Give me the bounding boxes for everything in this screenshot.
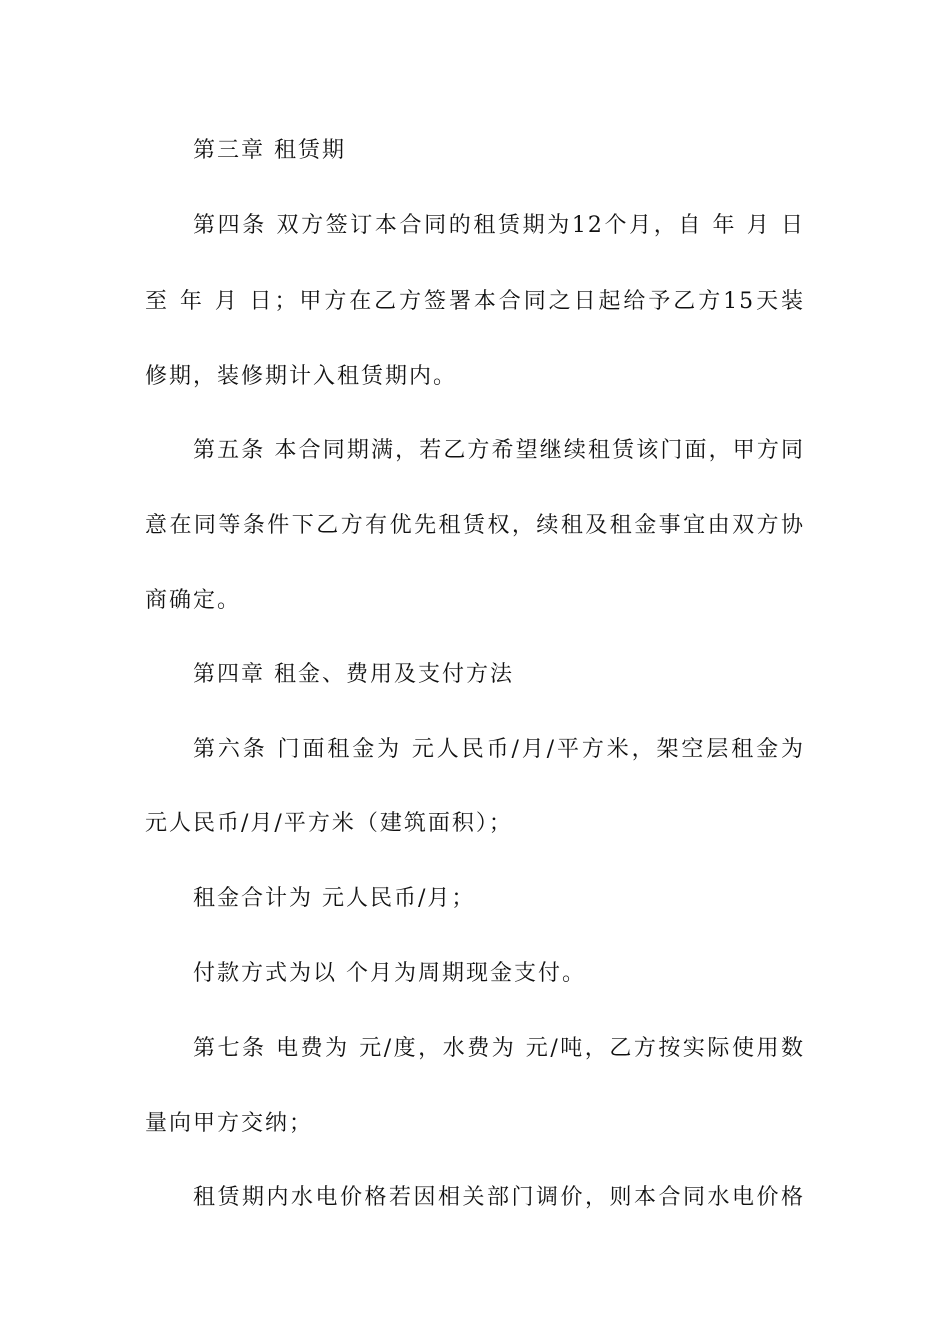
price-adjustment-line: 租赁期内水电价格若因相关部门调价，则本合同水电价格 xyxy=(193,1185,805,1210)
article-4-line-2: 至 年 月 日；甲方在乙方签署本合同之日起给予乙方15天装 xyxy=(145,289,805,314)
article-5-line-3: 商确定。 xyxy=(145,588,242,613)
article-6-line-2: 元人民币/月/平方米（建筑面积）； xyxy=(145,811,513,836)
article-5-line-2: 意在同等条件下乙方有优先租赁权，续租及租金事宜由双方协 xyxy=(145,513,805,538)
article-7-line-2: 量向甲方交纳； xyxy=(145,1111,314,1136)
article-4-line-1: 第四条 双方签订本合同的租赁期为12个月，自 年 月 日 xyxy=(193,213,805,238)
article-7-line-1: 第七条 电费为 元/度，水费为 元/吨，乙方按实际使用数 xyxy=(193,1036,805,1061)
payment-method-line: 付款方式为以 个月为周期现金支付。 xyxy=(193,961,586,986)
article-4-line-3: 修期，装修期计入租赁期内。 xyxy=(145,364,458,389)
rent-total-line: 租金合计为 元人民币/月； xyxy=(193,886,476,911)
article-5-line-1: 第五条 本合同期满，若乙方希望继续租赁该门面，甲方同 xyxy=(193,438,805,463)
chapter-3-heading: 第三章 租赁期 xyxy=(193,138,346,163)
chapter-4-heading: 第四章 租金、费用及支付方法 xyxy=(193,662,514,687)
article-6-line-1: 第六条 门面租金为 元人民币/月/平方米，架空层租金为 xyxy=(193,737,805,762)
